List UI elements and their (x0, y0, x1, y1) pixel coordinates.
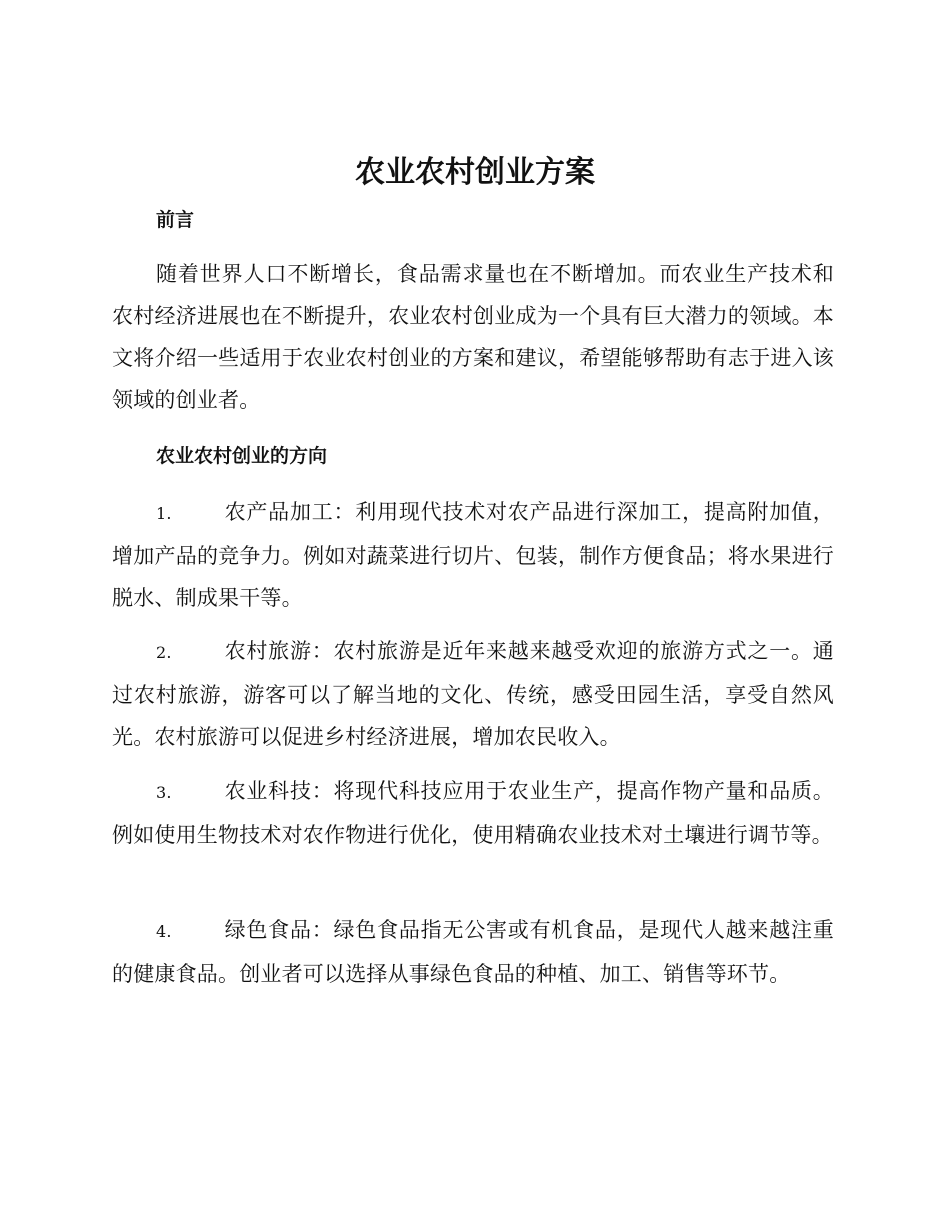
document-title: 农业农村创业方案 (355, 155, 595, 190)
preface-paragraph: 随着世界人口不断增长，食品需求量也在不断增加。而农业生产技术和农村经济进展也在不断提升，农业农村创业成为一个具有巨大潜力的领域。本文将介绍一些适用于农业农村创业的方案和建议，希望能够帮助有志于进入该领域的创业者。 (112, 262, 834, 412)
section-heading-directions: 农业农村创业的方向 (156, 445, 328, 467)
list-item (112, 630, 834, 758)
list-item (112, 491, 834, 619)
list-item-number: 2. (156, 643, 172, 662)
list-item-text: 农业科技：将现代科技应用于农业生产，提高作物产量和品质。例如使用生物技术对农作物进行优化，使用精确农业技术对土壤进行调节等。 (112, 779, 834, 847)
list-item (112, 770, 834, 856)
list-item-text: 绿色食品：绿色食品指无公害或有机食品，是现代人越来越注重的健康食品。创业者可以选择从事绿色食品的种植、加工、销售等环节。 (112, 918, 834, 986)
list-item (112, 909, 834, 995)
section-heading-preface: 前言 (156, 209, 195, 231)
list-item-text: 农村旅游：农村旅游是近年来越来越受欢迎的旅游方式之一。通过农村旅游，游客可以了解当地的文化、传统，感受田园生活，享受自然风光。农村旅游可以促进乡村经济进展，增加农民收入。 (112, 639, 834, 749)
list-item-number: 4. (156, 922, 172, 941)
list-item-number: 3. (156, 783, 172, 802)
list-item-number: 1. (156, 504, 172, 523)
list-item-text: 农产品加工：利用现代技术对农产品进行深加工，提高附加值，增加产品的竞争力。例如对蔬菜进行切片、包装，制作方便食品；将水果进行脱水、制成果干等。 (112, 500, 834, 610)
